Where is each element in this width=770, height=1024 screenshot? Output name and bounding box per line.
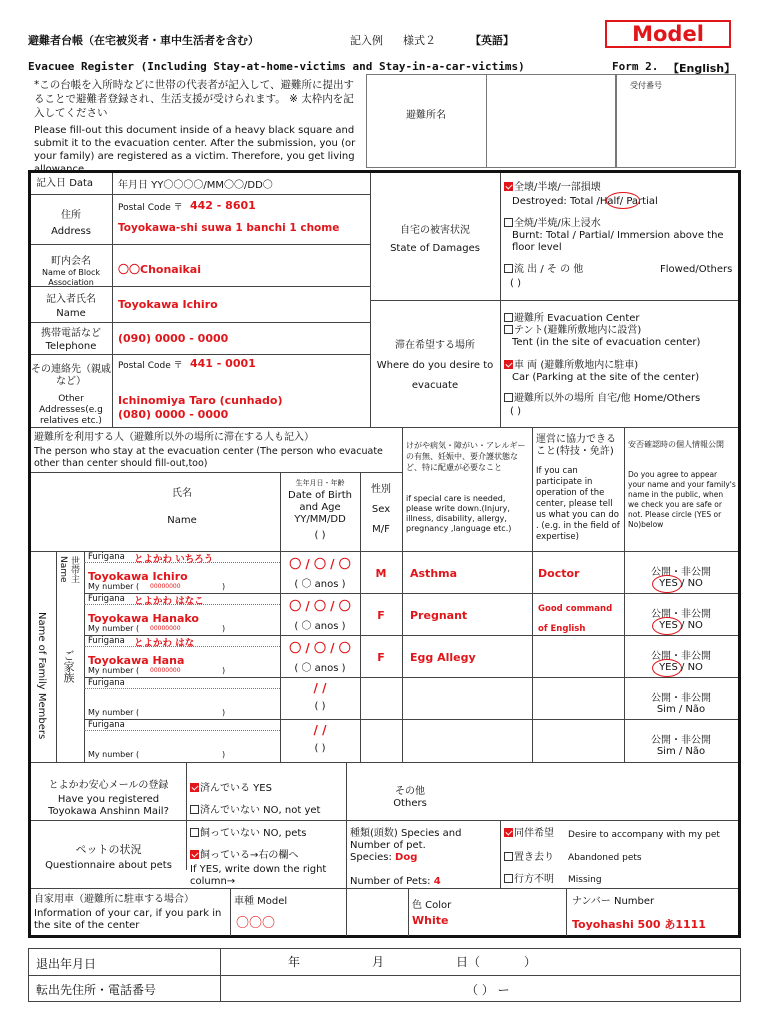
- mynumber-close: ): [222, 708, 226, 717]
- other-contact-label-jp: その連絡先（親戚など）: [31, 364, 111, 387]
- furigana-value[interactable]: とよかわ いちろう: [134, 554, 214, 565]
- pets-c1-en: Desire to accompany with my pet: [568, 830, 720, 840]
- pets-count: Number of Pets: 4: [350, 876, 441, 887]
- furigana-label: Furigana: [88, 636, 125, 646]
- other-contact-name[interactable]: Ichinomiya Taro (cunhado): [118, 394, 283, 407]
- leave-close: ）: [524, 955, 537, 969]
- lang-jp: 【英語】: [470, 34, 514, 47]
- yes-circle-mark: [652, 659, 682, 677]
- stay-label-en1: Where do you desire to: [376, 360, 494, 371]
- model-stamp: Model: [605, 20, 731, 48]
- public-yes-no[interactable]: YES / NO: [659, 620, 703, 631]
- damage-opt3-en: Flowed/Others: [660, 264, 733, 275]
- intro-jp: *この台帳を入所時などに世帯の代表者が記入して、避難所に提出することで避難者登録され、生活支援が受けられます。 ※ 太枠内を記入してください: [34, 79, 355, 119]
- car-label-en: Information of your car, if you park in the site of the center: [34, 908, 222, 931]
- car-color-label: 色 Color: [412, 900, 452, 911]
- pets-yes-check[interactable]: [190, 850, 199, 859]
- form-en: Form 2.: [612, 60, 659, 73]
- col-care-en: if special care is needed, please write down.(Injury, illness, disability, allergy, pregnancy ,language etc.): [406, 494, 512, 533]
- pets-c2-en: Abandoned pets: [568, 853, 642, 863]
- car-number-value[interactable]: Toyohashi 500 あ1111: [572, 918, 706, 931]
- head-household-label: 世帯主 Name: [58, 556, 79, 583]
- public-yes-no[interactable]: Sim / Não: [656, 704, 706, 715]
- pets-label-en: Questionnaire about pets: [45, 860, 172, 871]
- damage-opt3[interactable]: 流 出 / そ の 他: [504, 264, 583, 276]
- pets-yes-en: If YES, write down the right column→: [190, 864, 327, 887]
- other-contact-phone[interactable]: (080) 0000 - 0000: [118, 408, 229, 421]
- public-jp: 公開・非公開: [651, 651, 711, 662]
- damage-opt1-en: Destroyed: Total /Half/ Partial: [512, 196, 658, 207]
- col-public-en: Do you agree to appear your name and your family's name in the public, when we check you are safe or not. Please circle (YES or No)below: [628, 470, 736, 529]
- yes-circle-mark: [652, 575, 682, 593]
- others-en: Others: [393, 798, 427, 809]
- damage-label-en: State of Damages: [390, 243, 480, 254]
- other-contact-label-en: Other Addresses(e.g relatives etc.): [39, 394, 103, 426]
- pets-count-value[interactable]: 4: [433, 876, 441, 887]
- row-separator: [84, 677, 738, 678]
- member-name[interactable]: Toyokawa Hanako: [88, 612, 199, 625]
- mail-label-en2: Toyokawa Anshinn Mail?: [48, 806, 169, 817]
- sex-value[interactable]: M: [375, 567, 387, 580]
- member-name[interactable]: Toyokawa Hana: [88, 654, 185, 667]
- postal-code[interactable]: 442 - 8601: [190, 199, 256, 212]
- col-sex: Sex: [371, 504, 391, 515]
- writer-label-jp: 記入者氏名: [46, 294, 96, 305]
- stay-opt2[interactable]: テント(避難所敷地内に設営): [504, 325, 641, 337]
- damage-opt2[interactable]: 全焼/半焼/床上浸水: [504, 218, 601, 230]
- pets-no-check[interactable]: [190, 828, 199, 837]
- phone-value[interactable]: (090) 0000 - 0000: [118, 332, 229, 345]
- age-value[interactable]: ( 〇 anos ): [294, 621, 346, 632]
- stay-opt1-check[interactable]: [504, 313, 513, 322]
- mynumber-value[interactable]: 00000000: [150, 625, 181, 632]
- damage-opt2-check[interactable]: [504, 218, 513, 227]
- others-jp: その他: [395, 786, 425, 797]
- col-sex2: M/F: [372, 524, 390, 535]
- col-dob-jp: 生年月日・年齢: [295, 479, 345, 487]
- pets-label-jp: ペットの状況: [75, 843, 142, 856]
- public-yes-no[interactable]: Sim / Não: [656, 746, 706, 757]
- pets-c2-check[interactable]: [504, 852, 513, 861]
- furigana-separator: [84, 730, 280, 731]
- block-label-jp: 町内会名: [51, 256, 91, 267]
- mail-no-check[interactable]: [190, 805, 199, 814]
- stay-label-en2: evacuate: [411, 380, 459, 391]
- dob-value[interactable]: / /: [313, 681, 327, 695]
- dob-value[interactable]: 〇 / 〇 / 〇: [289, 599, 351, 613]
- col-public-jp: 安否確認時の個人情報公開: [628, 440, 724, 449]
- car-model-value[interactable]: 〇〇〇: [236, 916, 276, 931]
- mynumber-close: ): [222, 624, 226, 633]
- care-value[interactable]: Asthma: [410, 567, 458, 580]
- coop-value[interactable]: Doctor: [538, 567, 580, 580]
- member-name[interactable]: Toyokawa Ichiro: [88, 570, 188, 583]
- example-label: 記入例: [350, 34, 383, 47]
- other-postal-label: Postal Code 〒: [118, 361, 183, 371]
- public-yes-no[interactable]: YES / NO: [659, 578, 703, 589]
- postal-label: Postal Code 〒: [118, 203, 183, 213]
- car-number-label: ナンバー Number: [572, 896, 655, 907]
- stay-opt1[interactable]: 避難所 Evacuation Center: [504, 313, 640, 325]
- col-sex-jp: 性別: [371, 484, 391, 495]
- pets-species-value[interactable]: Dog: [395, 852, 418, 863]
- mynumber-label: My number (: [88, 750, 140, 759]
- age-value[interactable]: ( ): [314, 743, 326, 754]
- form-no-jp: 様式２: [403, 34, 436, 47]
- members-label-jp: ご家族: [62, 650, 75, 683]
- pets-kind-label: 種類(頭数) Species and Number of pet.: [350, 828, 462, 851]
- pets-c2[interactable]: 置き去り: [504, 852, 554, 864]
- stay-paren: ( ): [510, 406, 521, 417]
- address-label-en: Address: [51, 226, 91, 237]
- mail-label-en1: Have you registered: [57, 794, 160, 805]
- sex-value[interactable]: F: [377, 609, 385, 622]
- mynumber-label: My number (: [88, 624, 140, 633]
- damage-label-jp: 自宅の被害状況: [400, 225, 470, 236]
- stay-opt3-check[interactable]: [504, 360, 513, 369]
- writer-label-en: Name: [56, 308, 86, 319]
- mail-yes-check[interactable]: [190, 783, 199, 792]
- sex-value[interactable]: F: [377, 651, 385, 664]
- move-addr-label: 転出先住所・電話番号: [36, 983, 157, 997]
- age-value[interactable]: ( ): [314, 701, 326, 712]
- mynumber-value[interactable]: 00000000: [150, 583, 181, 590]
- damage-paren: ( ): [510, 278, 521, 289]
- stay-opt3[interactable]: 車 両 (避難所敷地内に駐車): [504, 360, 638, 372]
- public-jp: 公開・非公開: [651, 609, 711, 620]
- pets-yes[interactable]: 飼っている→右の欄へ: [190, 850, 298, 862]
- furigana-value[interactable]: とよかわ はな: [134, 638, 195, 649]
- mynumber-label: My number (: [88, 666, 140, 675]
- family-heading-en: The person who stay at the evacuation center (The person who evacuate other than center should fill-out,too): [34, 446, 383, 469]
- furigana-value[interactable]: とよかわ はなこ: [134, 596, 204, 607]
- stay-opt3-en: Car (Parking at the site of the center): [512, 372, 700, 383]
- mail-label-jp: とよかわ安心メールの登録: [48, 780, 169, 791]
- pets-c3-en: Missing: [568, 875, 602, 885]
- damage-opt3-check[interactable]: [504, 264, 513, 273]
- car-label-jp: 自家用車（避難所に駐車する場合）: [34, 894, 194, 905]
- stay-opt4[interactable]: 避難所以外の場所 自宅/他 Home/Others: [504, 393, 700, 405]
- pets-c1-check[interactable]: [504, 828, 513, 837]
- block-value[interactable]: 〇〇Chonaikai: [118, 263, 201, 276]
- col-coop-jp: 運営に協力できること(特技・免許): [536, 434, 616, 457]
- dob-value[interactable]: 〇 / 〇 / 〇: [289, 557, 351, 571]
- leave-month[interactable]: 月: [372, 955, 385, 969]
- pets-c3[interactable]: 行方不明: [504, 874, 554, 886]
- phone-label-en: Telephone: [45, 341, 97, 352]
- lang-en: 【English】: [668, 62, 736, 75]
- car-model-label: 車種 Model: [234, 896, 288, 907]
- mail-opt1[interactable]: 済んでいる YES: [190, 783, 272, 795]
- public-jp: 公開・非公開: [651, 735, 711, 746]
- intro-en: Please fill-out this document inside of a heavy black square and submit it to the evacuation center. After the submission, you (or your family) are registered as a victim. Therefore, you get living allowance.: [34, 125, 356, 175]
- family-heading-jp: 避難所を利用する人（避難所以外の場所に滞在する人も記入）: [34, 432, 314, 443]
- public-jp: 公開・非公開: [651, 567, 711, 578]
- leave-day[interactable]: 日（: [456, 955, 481, 969]
- address-value[interactable]: Toyokawa-shi suwa 1 banchi 1 chome: [118, 222, 340, 234]
- move-phone[interactable]: （ ） ー: [466, 983, 510, 997]
- damage-opt1[interactable]: 全壊/半壊/一部損壊: [504, 182, 601, 194]
- title-jp: 避難者台帳（在宅被災者・車中生活者を含む）: [28, 34, 259, 47]
- reception-no-label: 受付番号: [630, 81, 662, 90]
- title-en: Evacuee Register (Including Stay-at-home-victims and Stay-in-a-car-victims): [28, 60, 525, 73]
- block-label-en: Name of Block Association: [41, 268, 101, 287]
- public-yes-no[interactable]: YES / NO: [659, 662, 703, 673]
- furigana-label: Furigana: [88, 678, 125, 688]
- dob-value[interactable]: / /: [313, 723, 327, 737]
- pets-species: Species: Dog: [350, 852, 418, 863]
- stay-opt2-check[interactable]: [504, 325, 513, 334]
- evac-center-label: 避難所名: [406, 110, 446, 121]
- members-label: Name of Family Members: [36, 612, 47, 740]
- mynumber-label: My number (: [88, 582, 140, 591]
- furigana-label: Furigana: [88, 594, 125, 604]
- mynumber-close: ): [222, 582, 226, 591]
- yes-circle-mark: [652, 617, 682, 635]
- stay-opt4-check[interactable]: [504, 393, 513, 402]
- phone-label-jp: 携帯電話など: [41, 328, 101, 339]
- furigana-separator: [84, 688, 280, 689]
- car-color-value[interactable]: White: [412, 914, 449, 927]
- dob-value[interactable]: 〇 / 〇 / 〇: [289, 641, 351, 655]
- pets-c3-check[interactable]: [504, 874, 513, 883]
- care-value[interactable]: Pregnant: [410, 609, 468, 622]
- leave-year[interactable]: 年: [288, 955, 301, 969]
- leave-date-label: 退出年月日: [36, 957, 97, 971]
- mynumber-close: ): [222, 750, 226, 759]
- coop-value[interactable]: Good command of English: [538, 604, 613, 634]
- col-dob-paren: ( ): [314, 530, 326, 541]
- other-postal[interactable]: 441 - 0001: [190, 357, 256, 370]
- damage-opt1-check[interactable]: [504, 182, 513, 191]
- furigana-label: Furigana: [88, 720, 125, 730]
- col-care-jp: けがや病気・障がい・アレルギーの有無、妊娠中、要介護状態など、特に配慮が必要なこと: [406, 441, 526, 472]
- furigana-label: Furigana: [88, 552, 125, 562]
- pets-c1[interactable]: 同伴希望: [504, 828, 554, 840]
- half-circle-mark: [606, 192, 640, 209]
- stay-opt2-en: Tent (in the site of evacuation center): [512, 337, 701, 348]
- mynumber-close: ): [222, 666, 226, 675]
- age-value[interactable]: ( 〇 anos ): [294, 579, 346, 590]
- pets-no[interactable]: 飼っていない NO, pets: [190, 828, 307, 840]
- mail-opt2[interactable]: 済んでいない NO, not yet: [190, 805, 320, 817]
- damage-opt2-en: Burnt: Total / Partial/ Immersion above the floor level: [512, 230, 724, 253]
- address-label-jp: 住所: [61, 210, 81, 221]
- public-jp: 公開・非公開: [651, 693, 711, 704]
- col-name-jp: 氏名: [172, 488, 192, 499]
- care-value[interactable]: Egg Allegy: [410, 651, 476, 664]
- mynumber-value[interactable]: 00000000: [150, 667, 181, 674]
- stay-label-jp: 滞在希望する場所: [395, 340, 475, 351]
- col-name-en: Name: [167, 515, 197, 526]
- writer-value[interactable]: Toyokawa Ichiro: [118, 298, 218, 311]
- row-separator: [84, 719, 738, 720]
- age-value[interactable]: ( 〇 anos ): [294, 663, 346, 674]
- col-dob: Date of Birth and Age YY/MM/DD: [288, 490, 352, 525]
- entry-date-label: 記入日 Data: [36, 178, 94, 189]
- col-coop-en: If you can participate in operation of the center, please tell us what you can do . (e.g. in the field of expertise): [536, 466, 620, 542]
- mynumber-label: My number (: [88, 708, 140, 717]
- entry-date-value[interactable]: 年月日 YY〇〇〇〇/MM〇〇/DD〇: [118, 180, 273, 191]
